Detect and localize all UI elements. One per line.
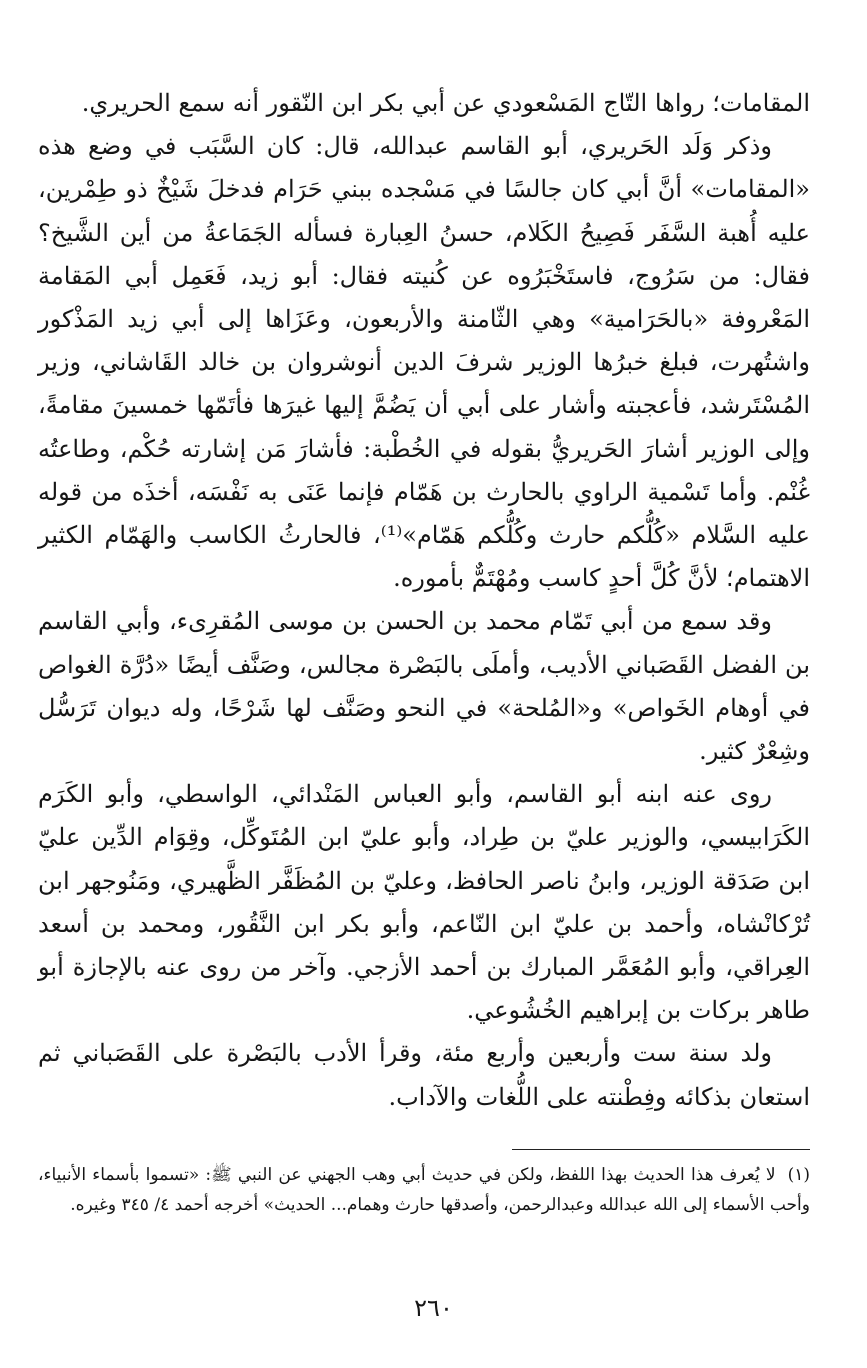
main-text	[38, 82, 810, 1119]
paragraph-1: المقامات؛ رواها التّاج المَسْعودي عن أبي بكر ابن النّقور أنه سمع الحريري.	[81, 89, 810, 117]
footnote-number: (١)	[787, 1165, 810, 1185]
footnote-divider	[512, 1149, 810, 1150]
paragraph-4: روى عنه ابنه أبو القاسم، وأبو العباس المَنْدائي، الواسطي، وأبو الكَرَم الكَرَابيسي، والوزير عليّ بن طِراد، وأبو عليّ ابن المُتَوكِّل، وقِوَام الدِّين عليّ ابن صَدَقة الوزير، وابنُ ناصر الحافظ، وعليّ بن المُظَفَّر الظَّهيري، ومَنُوجهر ابن تُرْكانْشاه، وأحمد بن عليّ ابن النّاعم، وأبو بكر ابن النَّقُور، ومحمد بن أسعد العِراقي، وأبو المُعَمَّر المبارك بن أحمد الأزجي. وآخر من روى عنه بالإجازة أبو طاهر بركات بن إبراهيم الخُشُوعي.	[38, 780, 810, 1025]
footnote	[38, 1160, 810, 1220]
paragraph-3: وقد سمع من أبي تَمّام محمد بن الحسن بن موسى المُقرِىء، وأبي القاسم بن الفضل القَصَباني الأديب، وأملَى بالبَصْرة مجالس، وصَنَّف أيضًا «دُرَّة الغواص في أوهام الخَواص» و«المُلحة» في النحو وصَنَّف لها شَرْحًا، وله ديوان تَرَسُّل وشِعْرٌ كثير.	[38, 607, 811, 766]
page-number: ٢٦٠	[414, 1294, 453, 1322]
paragraph-2: وذكر وَلَد الحَريري، أبو القاسم عبدالله، قال: كان السَّبَب في وضع هذه «المقامات» أنَّ أبي كان جالسًا في مَسْجده ببني حَرَام فدخلَ شَيْخٌ ذو طِمْرين، عليه أُهبة السَّفَر فَصِيحُ الكَلام، حسنُ العِبارة فسأله الجَمَاعةُ من أين الشَّيخ؟ فقال: من سَرُوج، فاستَخْبَرُوه عن كُنيته فقال: أبو زيد، فَعَمِل أبي المَقامة المَعْروفة «بالحَرَامية» وهي الثّامنة والأربعون، وعَزَاها إلى أبي زيد المَذْكور واشتُهرت، فبلغ خبرُها الوزير شرفَ الدين أنوشروان بن خالد القَاشاني، وزير المُسْتَرشد، فأعجبته وأشار على أبي أن يَضُمَّ إليها غيرَها فأتَمّها خمسينَ مقامةً، وإلى الوزير أشارَ الحَريريُّ بقوله في الخُطْبة: فأشارَ مَن إشارته حُكْم، وطاعتُه غُنْم. وأما تَسْمية الراوي بالحارث بن هَمّام فإنما عَنَى به نَفْسَه، أخذَه من قوله عليه السَّلام «كُلُّكم حارث وكُلُّكم هَمّام»⁽¹⁾، فالحارثُ الكاسب والهَمّام الكثير الاهتمام؛ لأنَّ كُلَّ أحدٍ كاسب ومُهْتَمٌّ بأموره.	[38, 132, 810, 593]
footnote-text: لا يُعرف هذا الحديث بهذا اللفظ، ولكن في حديث أبي وهب الجهني عن النبي ﷺ: «تسموا بأسماء الأنبياء، وأحب الأسماء إلى الله عبدالله وعبدالرحمن، وأصدقها حارث وهمام... الحديث» أخرجه أحمد ٤/ ٣٤٥ وغيره.	[38, 1165, 810, 1215]
paragraph-5: ولد سنة ست وأربعين وأربع مئة، وقرأ الأدب بالبَصْرة على القَصَباني ثم استعان بذكائه وفِطْنته على اللُّغات والآداب.	[38, 1039, 810, 1111]
